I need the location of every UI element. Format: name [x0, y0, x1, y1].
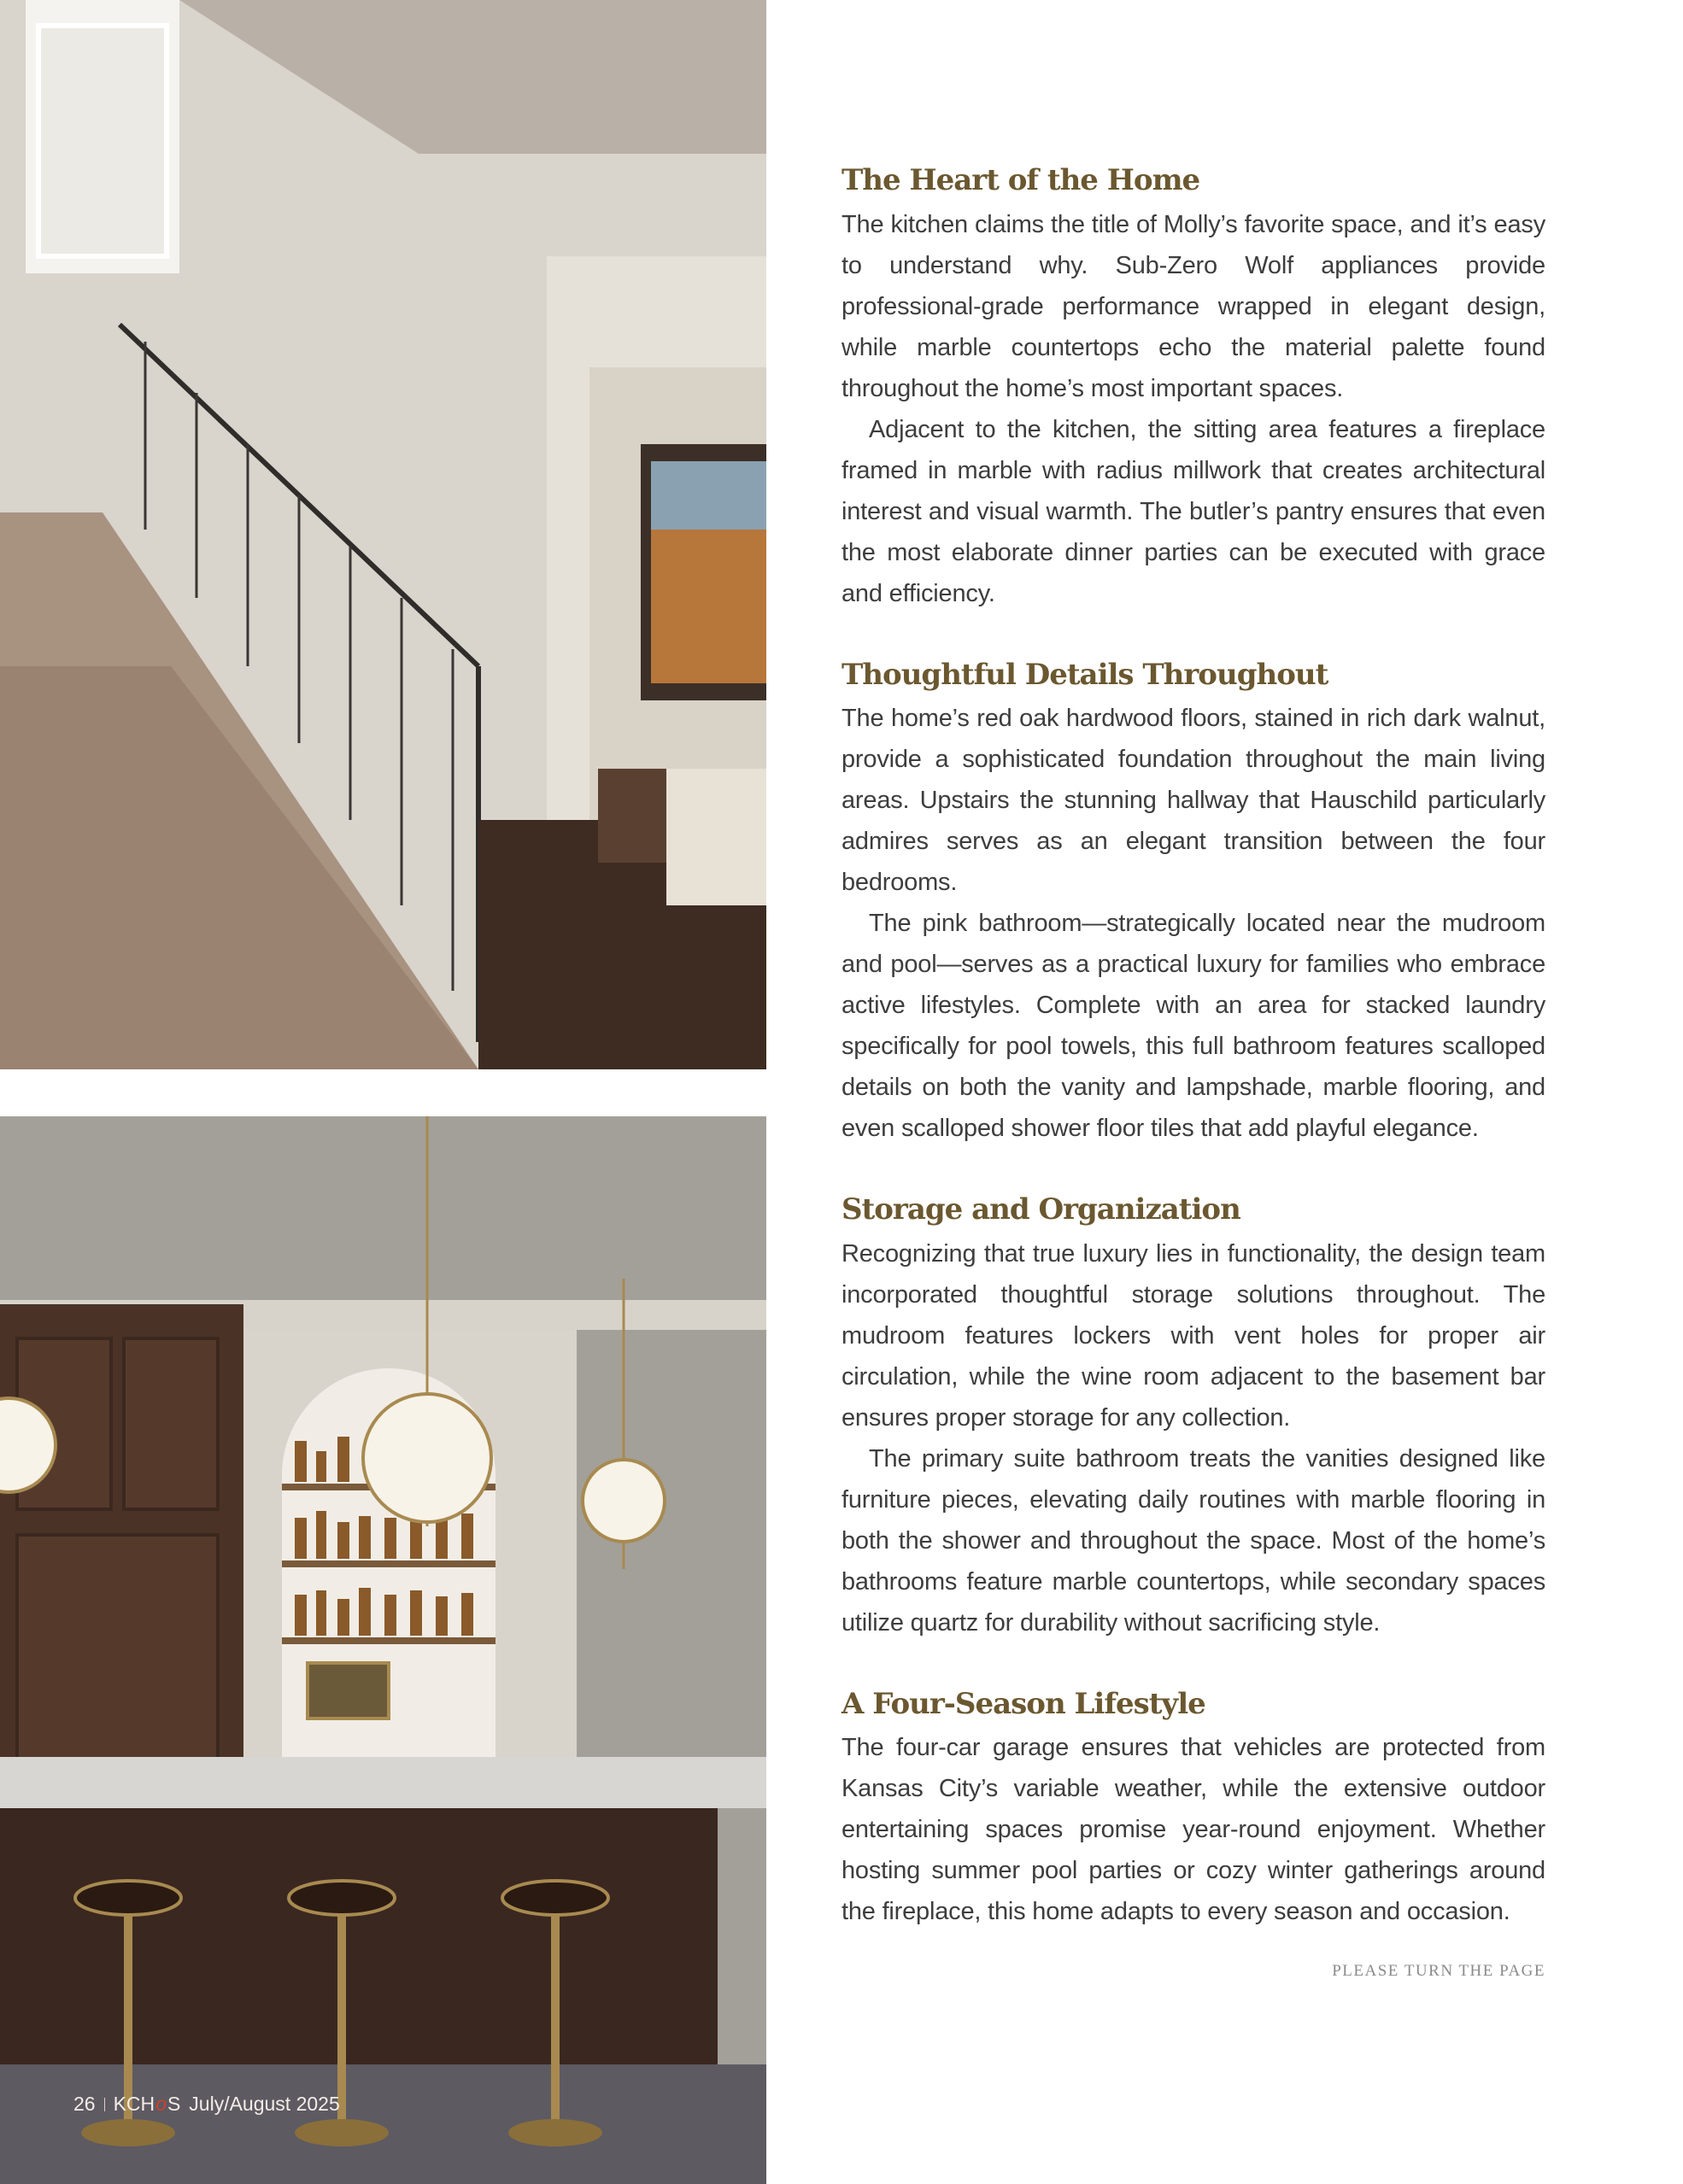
continuation-note: PLEASE TURN THE PAGE — [1332, 1962, 1545, 1980]
paragraph: The primary suite bathroom treats the vanities designed like furniture pieces, elevating daily routines with marble flooring in both the shower and throughout the space. Most of the home’s bathrooms feature marble countertops, while secondary spaces utilize quartz for durability without sacrificing style. — [842, 1444, 1545, 1637]
section-heading: Storage and Organization — [842, 1192, 1240, 1227]
basement-bar-photo — [0, 1116, 766, 2184]
section-heart-of-home — [842, 162, 1545, 614]
paragraph: The four-car garage ensures that vehicles are protected from Kansas City’s variable weather, while the extensive outdoor entertaining spaces promise year-round enjoyment. Whether hosting summer pool parties or cozy winter gatherings around the fireplace, this home adapts to every season and occasion. — [842, 1734, 1545, 1925]
section-heading: A Four-Season Lifestyle — [842, 1686, 1205, 1721]
section-heading: The Heart of the Home — [842, 163, 1200, 197]
section-thoughtful-details — [842, 657, 1545, 1150]
paragraph: The pink bathroom—strategically located near the mudroom and pool—serves as a practical luxury for families who embrace active lifestyles. Complete with an area for stacked laundry specifically for pool towels, this full bathroom features scalloped details on both the vanity and lampshade, marble flooring, and even scalloped shower floor tiles that add playful elegance. — [842, 910, 1545, 1142]
staircase-illustration — [0, 0, 766, 1069]
magazine-logo — [114, 2093, 181, 2116]
paragraph: The kitchen claims the title of Molly’s favorite space, and it’s easy to understand why. Sub-Zero Wolf appliances provide professional-grade performance wrapped in elegant design, while marble countertops echo the material palette found throughout the home’s most important spaces. — [842, 210, 1545, 402]
section-four-season-lifestyle — [842, 1686, 1545, 1933]
article-body — [842, 162, 1545, 1975]
section-storage-organization — [842, 1192, 1545, 1643]
paragraph: The home’s red oak hardwood floors, stained in rich dark walnut, provide a sophisticated foundation throughout the main living areas. Upstairs the stunning hallway that Hauschild particularly admires serves as an elegant transition between the four bedrooms. — [842, 705, 1545, 896]
issue-date: July/August 2025 — [189, 2093, 340, 2115]
staircase-photo — [0, 0, 766, 1069]
logo-prefix: KCH — [113, 2093, 155, 2115]
footer-divider — [104, 2098, 105, 2111]
bar-illustration — [0, 1116, 766, 2184]
page-number: 26 — [73, 2093, 96, 2115]
paragraph: Adjacent to the kitchen, the sitting area features a fireplace framed in marble with radius millwork that creates architectural interest and visual warmth. The butler’s pantry ensures that even the most elaborate dinner parties can be executed with grace and efficiency. — [842, 415, 1545, 607]
page-footer — [73, 2093, 340, 2116]
section-heading: Thoughtful Details Throughout — [842, 657, 1328, 692]
logo-suffix: S — [167, 2093, 181, 2115]
paragraph: Recognizing that true luxury lies in functionality, the design team incorporated thoughtful storage solutions throughout. The mudroom features lockers with vent holes for proper air circulation, while the wine room adjacent to the basement bar ensures proper storage for any collection. — [842, 1239, 1545, 1432]
logo-mark: o — [155, 2093, 167, 2115]
